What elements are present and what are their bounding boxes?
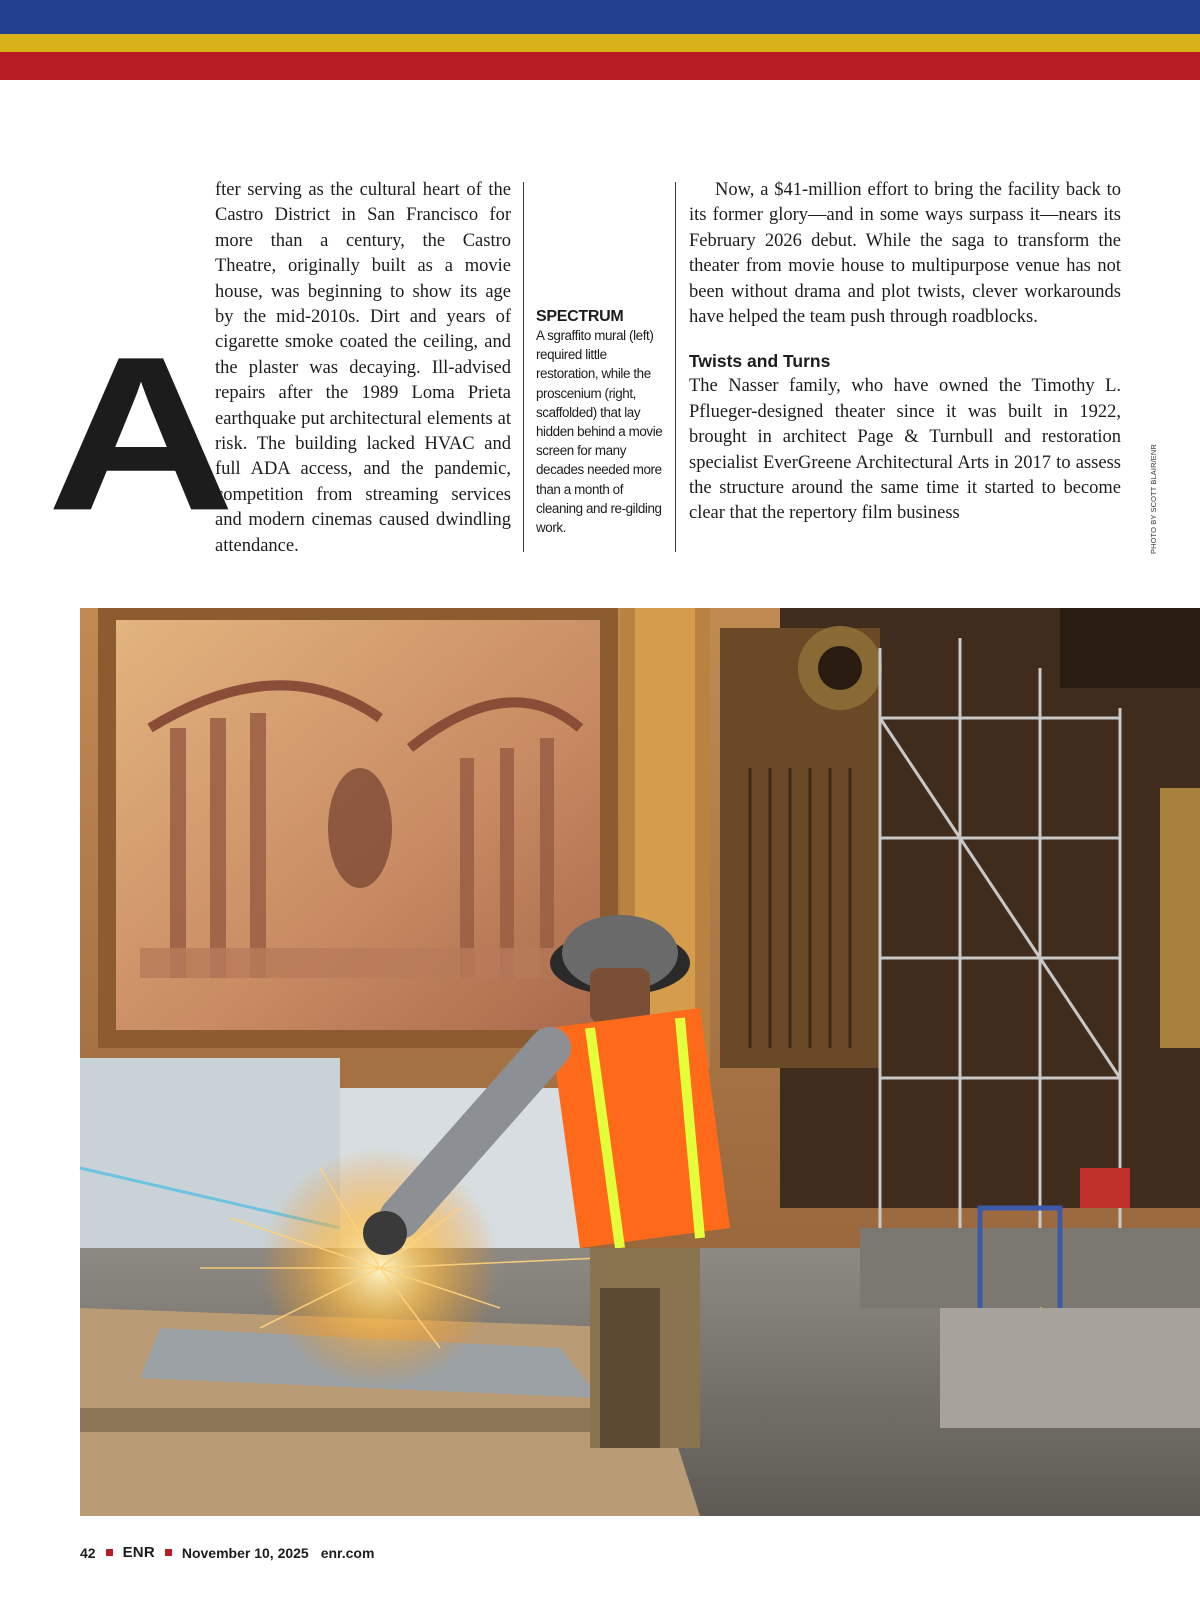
footer-separator-icon: [165, 1549, 172, 1556]
photo-credit: PHOTO BY SCOTT BLAIR/ENR: [1149, 444, 1158, 554]
top-band-red: [0, 52, 1200, 80]
column-rule-left: [523, 182, 524, 552]
drop-cap: [46, 180, 236, 557]
article-paragraph: The Nasser family, who have owned the Timothy L. Pflueger-designed theater since it was built in 1922, brought in architect Page & Turnbull and restoration specialist EverGreene Architectural Arts in 2017 to assess the structure around the same time it started to become clear that the repertory film business: [689, 376, 1121, 524]
issue-date: November 10, 2025: [181, 1544, 309, 1561]
article-subhead: Twists and Turns: [689, 351, 831, 372]
publication-name: ENR: [122, 1544, 155, 1561]
caption-title: SPECTRUM: [536, 308, 624, 325]
caption-body: A sgraffito mural (left) required little restoration, while the proscenium (right, scaffolded) that lay hidden behind a movie screen for many decades needed more than a month of cleaning and re-gilding work.: [536, 328, 663, 536]
top-band-blue: [0, 0, 1200, 34]
photo-illustration: [80, 608, 1200, 1516]
drop-cap-letter: A: [46, 311, 236, 557]
article-paragraph: Now, a $41-million effort to bring the facility back to its former glory—and in some ways surpass it—nears its February 2026 debut. While the saga to transform the theater from movie house to multipurpose venue has not been without drama and plot twists, clever workarounds have helped the team push through roadblocks.: [689, 180, 1121, 328]
page-number: 42: [80, 1544, 96, 1561]
photo-caption: [536, 307, 664, 537]
top-band-gold: [0, 34, 1200, 52]
article-column-3: [689, 178, 1121, 527]
article-photo: [80, 608, 1200, 1516]
article-column-1: [215, 178, 511, 559]
website-link[interactable]: enr.com: [320, 1544, 375, 1561]
article-intro-paragraph: fter serving as the cultural heart of the Castro District in San Francisco for more than a century, the Castro Theatre, originally built as a movie house, was beginning to show its age by the mid-2010s. Dirt and years of cigarette smoke coated the ceiling, and the plaster was decaying. Ill-advised repairs after the 1989 Loma Prieta earthquake put architectural elements at risk. The building lacked HVAC and full ADA access, and the pandemic, competition from streaming services and modern cinemas caused dwindling attendance.: [215, 180, 511, 556]
page-footer: [80, 1544, 374, 1561]
footer-separator-icon: [106, 1549, 113, 1556]
column-rule-right: [675, 182, 676, 552]
